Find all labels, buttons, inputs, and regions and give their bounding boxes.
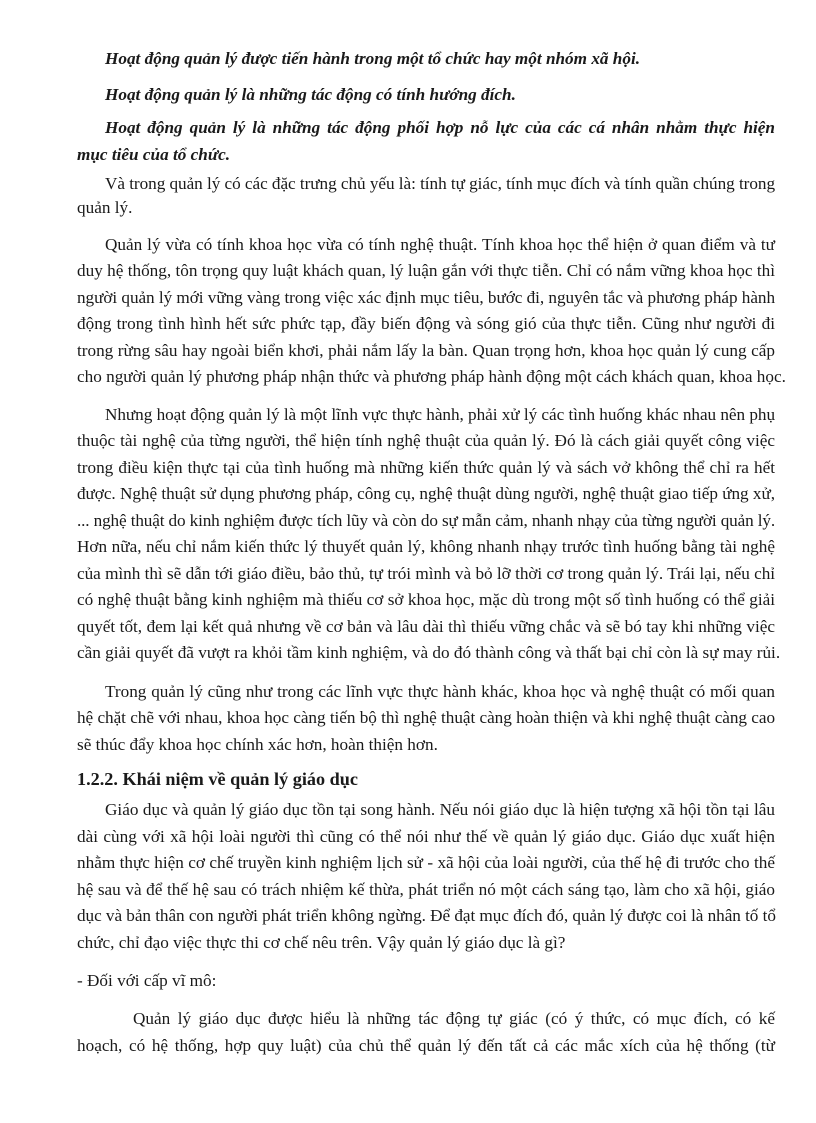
paragraph-relation-line1: Trong quản lý cũng như trong các lĩnh vực thực hành khác, khoa học và nghệ thuật có mối quan xyxy=(105,682,775,701)
paragraph-science-line5: trong rừng sâu hay ngoài biển khơi, phải nắm lấy la bàn. Quan trọng hơn, khoa học quản lý cung cấp xyxy=(77,341,775,360)
paragraph-art-line8: có nghệ thuật bằng kinh nghiệm mà thiếu cơ sở khoa học, mặc dù trong một số tình huống có thể giải xyxy=(77,590,775,609)
paragraph-science-line6: cho người quản lý phương pháp nhận thức và phương pháp hành động một cách khách quan, khoa học. xyxy=(77,367,786,386)
paragraph-art-line6: Hơn nữa, nếu chỉ nắm kiến thức lý thuyết quản lý, không nhanh nhạy trước tình huống bằng tài nghệ xyxy=(77,537,775,556)
paragraph-characteristics-line2: quản lý. xyxy=(77,198,133,217)
paragraph-art-line2: thuộc tài nghệ của từng người, thể hiện tính nghệ thuật của quản lý. Đó là cách giải quyết công việc xyxy=(77,431,775,450)
paragraph-art-line4: được. Nghệ thuật sử dụng phương pháp, công cụ, nghệ thuật dùng người, nghệ thuật giao tiếp ứng xử, xyxy=(77,484,775,503)
statement-organization: Hoạt động quản lý được tiến hành trong một tổ chức hay một nhóm xã hội. xyxy=(105,49,641,68)
section-heading: 1.2.2. Khái niệm về quản lý giáo dục xyxy=(77,769,358,789)
paragraph-relation-line2: hệ chặt chẽ với nhau, khoa học càng tiến bộ thì nghệ thuật càng hoàn thiện và khi nghệ thuật càng cao xyxy=(77,708,775,727)
paragraph-education-line2: dài cùng với xã hội loài người thì cũng có thể nói như thế về quản lý giáo dục. Giáo dục xuất hiện xyxy=(77,827,775,846)
statement-coordination-line1: Hoạt động quản lý là những tác động phối hợp nỗ lực của các cá nhân nhằm thực hiện xyxy=(105,118,775,137)
paragraph-education-line3: nhằm thực hiện cơ chế truyền kinh nghiệm lịch sử - xã hội của loài người, của thế hệ đi trước cho thế xyxy=(77,853,775,872)
paragraph-education-line5: dục và bản thân con người phát triển không ngừng. Để đạt mục đích đó, quản lý được coi là nhân tố tổ xyxy=(77,906,776,925)
paragraph-art-line7: của mình thì sẽ dẫn tới giáo điều, bảo thủ, tự trói mình và bỏ lỡ thời cơ trong quản lý. Trái lại, nếu chỉ xyxy=(77,564,775,583)
paragraph-science-line2: duy hệ thống, tôn trọng quy luật khách quan, lý luận gắn với thực tiễn. Chỉ có nắm vững khoa học thì xyxy=(77,261,775,280)
paragraph-science-line4: động trong tình hình hết sức phức tạp, đầy biến động và sóng gió của thực tiễn. Cũng như người đi xyxy=(77,314,775,333)
statement-coordination-line2: mục tiêu của tổ chức. xyxy=(77,145,231,164)
paragraph-science-line1: Quản lý vừa có tính khoa học vừa có tính nghệ thuật. Tính khoa học thể hiện ở quan điểm và tư xyxy=(105,235,775,254)
paragraph-art-line5: ... nghệ thuật do kinh nghiệm được tích lũy và còn do sự mẫn cảm, nhanh nhạy của từng người quản lý. xyxy=(77,511,775,530)
paragraph-macro-line2: hoạch, có hệ thống, hợp quy luật) của chủ thể quản lý đến tất cả các mắc xích của hệ thống (từ xyxy=(77,1036,775,1055)
paragraph-art-line1: Nhưng hoạt động quản lý là một lĩnh vực thực hành, phải xử lý các tình huống khác nhau nên phụ xyxy=(105,405,775,424)
paragraph-education-line1: Giáo dục và quản lý giáo dục tồn tại song hành. Nếu nói giáo dục là hiện tượng xã hội tồn tại lâu xyxy=(105,800,775,819)
statement-directional: Hoạt động quản lý là những tác động có tính hướng đích. xyxy=(105,85,516,104)
paragraph-art-line3: trong điều kiện thực tại của tình huống mà những kiến thức quản lý và sách vở không thể chỉ ra hết xyxy=(77,458,775,477)
paragraph-characteristics-line1: Và trong quản lý có các đặc trưng chủ yếu là: tính tự giác, tính mục đích và tính quần chúng trong xyxy=(105,174,775,193)
paragraph-art-line9: quyết tốt, đem lại kết quả nhưng về cơ bản và lâu dài thì thiếu vững chắc và sẽ bó tay khi những việc xyxy=(77,617,775,636)
paragraph-science-line3: người quản lý mới vững vàng trong việc xác định mục tiêu, bước đi, nguyên tắc và phương pháp hành xyxy=(77,288,775,307)
paragraph-art-line10: cần giải quyết đã vượt ra khỏi tầm kinh nghiệm, và do đó thành công và thất bại chỉ còn là sự may rủi. xyxy=(77,643,781,662)
paragraph-education-line6: chức, chỉ đạo việc thực thi cơ chế nêu trên. Vậy quản lý giáo dục là gì? xyxy=(77,933,566,952)
paragraph-macro-line1: Quản lý giáo dục được hiểu là những tác động tự giác (có ý thức, có mục đích, có kế xyxy=(133,1009,775,1028)
paragraph-education-line4: hệ sau và để thế hệ sau có trách nhiệm kế thừa, phát triển nó một cách sáng tạo, làm cho xã hội, giáo xyxy=(77,880,775,899)
paragraph-relation-line3: sẽ thúc đẩy khoa học chính xác hơn, hoàn thiện hơn. xyxy=(77,735,438,754)
macro-level-label: - Đối với cấp vĩ mô: xyxy=(77,971,217,990)
